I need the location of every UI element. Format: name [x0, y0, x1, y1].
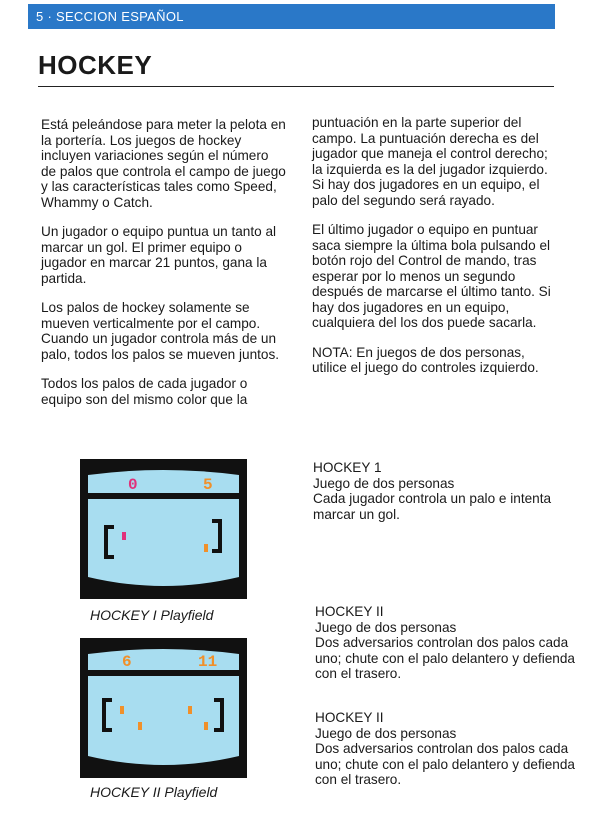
left-text-column — [41, 117, 286, 421]
game-mode: Juego de dos personas — [313, 475, 455, 491]
game-mode: Juego de dos personas — [315, 725, 457, 741]
playfield-caption: HOCKEY I Playfield — [90, 607, 214, 623]
paragraph: Los palos de hockey solamente se mueven verticalmente por el campo. Cuando un jugador controla más de un palo, todos los palos se mueven juntos. — [41, 300, 280, 362]
left-front-stick — [138, 722, 142, 730]
section-header-bar — [28, 4, 555, 29]
paragraph: Todos los palos de cada jugador o equipo son del mismo color que la — [41, 376, 248, 407]
page-title: HOCKEY — [38, 50, 153, 80]
game-name: HOCKEY 1 — [313, 460, 382, 475]
right-text-column — [312, 115, 562, 390]
score-right: 11 — [198, 653, 218, 671]
nota-text: En juegos de dos personas, utilice el juego do controles izquierdo. — [312, 344, 539, 375]
right-front-stick — [188, 706, 192, 714]
right-stick — [204, 544, 208, 552]
score-left: 0 — [128, 476, 138, 494]
paragraph: El último jugador o equipo en puntuar saca siempre la última bola pulsando el botón rojo del Control de mando, tras esperar por lo menos un segundo después de marcarse el último tanto. Si hay dos jugadores en un equipo, cualquiera del los dos puede sacarla. — [312, 222, 551, 330]
game-description-hockey-2b — [315, 710, 575, 788]
score-left: 6 — [122, 653, 132, 671]
game-name: HOCKEY II — [315, 604, 384, 619]
game-desc: Cada jugador controla un palo e intenta marcar un gol. — [313, 491, 552, 522]
playfield-caption: HOCKEY II Playfield — [90, 784, 218, 800]
nota-label: NOTA: — [312, 344, 353, 360]
score-right: 5 — [203, 476, 213, 494]
left-back-stick — [120, 706, 124, 714]
nota-paragraph — [312, 345, 562, 376]
game-description-hockey-1 — [313, 460, 573, 522]
game-mode: Juego de dos personas — [315, 619, 457, 635]
title-divider — [38, 86, 554, 87]
game-description-hockey-2 — [315, 604, 575, 682]
paragraph: Un jugador o equipo puntua un tanto al marcar un gol. El primer equipo o jugador en marcar 21 puntos, gana la partida. — [41, 224, 277, 286]
game-name: HOCKEY II — [315, 710, 384, 725]
hockey-1-playfield-screen — [80, 459, 247, 599]
game-desc: Dos adversarios controlan dos palos cada uno; chute con el palo delantero y defienda con el trasero. — [315, 741, 575, 787]
hockey-2-playfield-screen — [80, 638, 247, 778]
paragraph: Está peleándose para meter la pelota en la portería. Los juegos de hockey incluyen variaciones según el número de palos que controla el campo de juego y las características tales como Speed, Whammy o Catch. — [41, 117, 286, 210]
paragraph: puntuación en la parte superior del campo. La puntuación derecha es del jugador que maneja el control derecho; la izquierda es la del jugador izquierdo. Si hay dos jugadores en un equipo, el palo del segundo será rayado. — [312, 115, 548, 208]
right-back-stick — [204, 722, 208, 730]
left-stick — [122, 532, 126, 540]
section-label: 5 · SECCION ESPAÑOL — [36, 9, 184, 24]
game-desc: Dos adversarios controlan dos palos cada uno; chute con el palo delantero y defienda con el trasero. — [315, 635, 575, 681]
